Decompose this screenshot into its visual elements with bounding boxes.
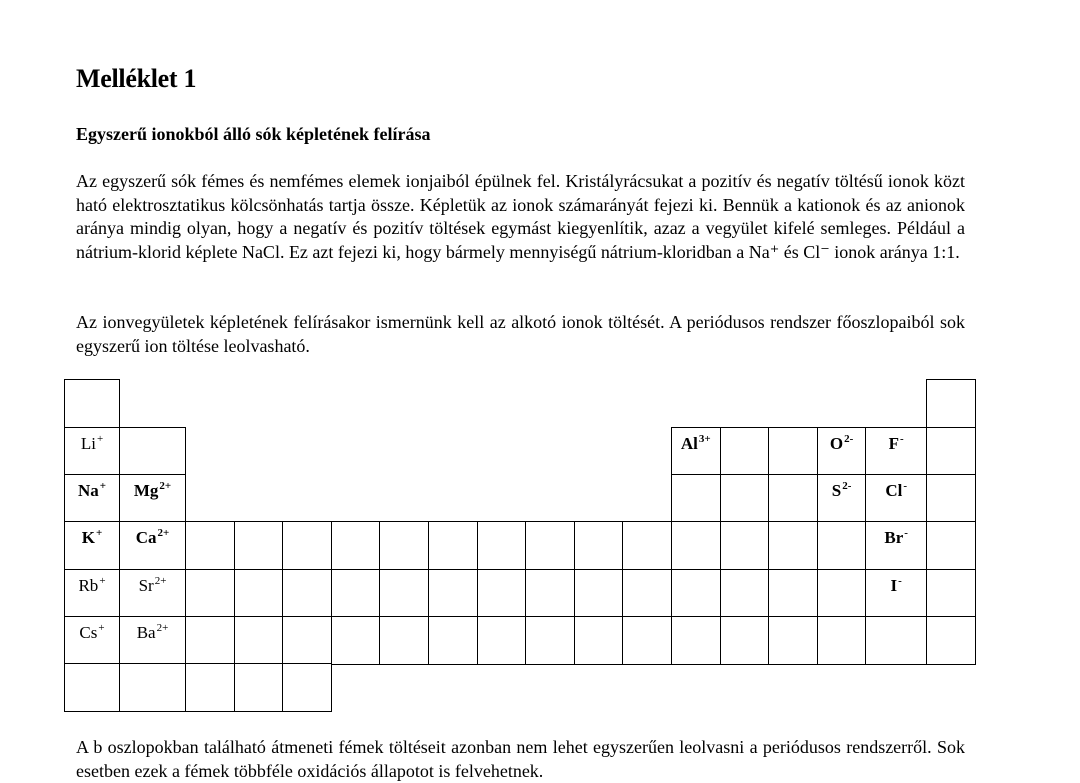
empty-cell bbox=[428, 569, 478, 618]
empty-cell bbox=[428, 521, 478, 570]
empty-cell bbox=[671, 616, 721, 665]
ion-label bbox=[866, 481, 926, 503]
ion-charge: - bbox=[904, 527, 908, 539]
empty-cell bbox=[331, 569, 381, 618]
ion-label bbox=[120, 528, 185, 550]
empty-cell bbox=[185, 616, 235, 665]
ion-cell-ca bbox=[119, 521, 186, 570]
page-title: Melléklet 1 bbox=[76, 64, 197, 93]
ion-charge: 2+ bbox=[156, 622, 169, 634]
ion-cell-i bbox=[865, 569, 927, 618]
empty-cell bbox=[865, 616, 927, 665]
empty-cell bbox=[379, 569, 429, 618]
ion-charge: - bbox=[900, 433, 904, 445]
ion-cell-sr bbox=[119, 569, 186, 618]
element-symbol: Ca bbox=[135, 528, 157, 547]
empty-cell bbox=[622, 569, 672, 618]
ion-cell-o bbox=[817, 427, 867, 476]
empty-cell bbox=[720, 427, 770, 476]
empty-cell bbox=[622, 616, 672, 665]
ion-charge: 2+ bbox=[157, 527, 170, 539]
ion-charge: + bbox=[98, 622, 105, 634]
ion-label bbox=[818, 434, 866, 456]
element-symbol: F bbox=[888, 434, 900, 453]
empty-cell bbox=[525, 616, 575, 665]
empty-cell bbox=[926, 521, 976, 570]
empty-cell bbox=[817, 616, 867, 665]
ion-charge: + bbox=[99, 575, 106, 587]
ion-charge-paragraph: Az ionvegyületek képletének felírásakor ismernünk kell az alkotó ionok töltését. A periódusos rendszer főoszlopaiból sok egyszerű ion töltése leolvasható. bbox=[76, 312, 965, 356]
empty-cell bbox=[234, 663, 284, 712]
section-title: Egyszerű ionokból álló sók képletének felírása bbox=[76, 124, 431, 144]
empty-cell bbox=[926, 616, 976, 665]
empty-cell bbox=[185, 569, 235, 618]
ion-label bbox=[120, 481, 185, 503]
empty-cell bbox=[525, 521, 575, 570]
empty-cell bbox=[720, 521, 770, 570]
empty-cell bbox=[525, 569, 575, 618]
element-symbol: Li bbox=[80, 434, 96, 453]
ion-label bbox=[65, 481, 119, 503]
element-symbol: S bbox=[831, 481, 842, 500]
ion-label bbox=[866, 576, 926, 598]
empty-cell bbox=[282, 569, 332, 618]
ion-label bbox=[120, 623, 185, 645]
ion-cell-ba bbox=[119, 616, 186, 665]
ion-label bbox=[120, 576, 185, 598]
empty-cell bbox=[720, 474, 770, 523]
empty-cell bbox=[185, 521, 235, 570]
empty-cell bbox=[477, 521, 527, 570]
empty-cell bbox=[817, 569, 867, 618]
ion-label bbox=[866, 528, 926, 550]
empty-cell bbox=[185, 663, 235, 712]
empty-cell bbox=[768, 521, 818, 570]
ion-label bbox=[672, 434, 720, 456]
empty-cell bbox=[379, 616, 429, 665]
ion-cell-f bbox=[865, 427, 927, 476]
empty-cell bbox=[926, 474, 976, 523]
empty-cell bbox=[926, 379, 976, 428]
empty-cell bbox=[234, 616, 284, 665]
ion-charge: - bbox=[903, 480, 908, 492]
ion-charge: + bbox=[95, 527, 103, 539]
ion-label bbox=[818, 481, 866, 503]
ion-cell-cl bbox=[865, 474, 927, 523]
ion-cell-br bbox=[865, 521, 927, 570]
empty-cell bbox=[282, 521, 332, 570]
empty-cell bbox=[720, 616, 770, 665]
ion-charge: 2- bbox=[842, 480, 852, 492]
empty-cell bbox=[477, 616, 527, 665]
empty-cell bbox=[720, 569, 770, 618]
empty-cell bbox=[282, 663, 332, 712]
element-symbol: Al bbox=[680, 434, 698, 453]
empty-cell bbox=[768, 569, 818, 618]
empty-cell bbox=[817, 521, 867, 570]
empty-cell bbox=[768, 474, 818, 523]
ion-label bbox=[65, 623, 119, 645]
empty-cell bbox=[234, 521, 284, 570]
element-symbol: Br bbox=[884, 528, 904, 547]
empty-cell bbox=[671, 569, 721, 618]
ion-cell-mg bbox=[119, 474, 186, 523]
ion-label bbox=[866, 434, 926, 456]
ion-cell-k bbox=[64, 521, 120, 570]
ion-cell-s bbox=[817, 474, 867, 523]
empty-cell bbox=[379, 521, 429, 570]
empty-cell bbox=[768, 427, 818, 476]
ion-cell-cs bbox=[64, 616, 120, 665]
empty-cell bbox=[574, 569, 624, 618]
empty-cell bbox=[234, 569, 284, 618]
ion-charge: + bbox=[96, 433, 104, 445]
empty-cell bbox=[428, 616, 478, 665]
ion-cell-na bbox=[64, 474, 120, 523]
ion-charge: + bbox=[99, 480, 107, 492]
element-symbol: Cl bbox=[885, 481, 903, 500]
empty-cell bbox=[331, 521, 381, 570]
empty-cell bbox=[671, 521, 721, 570]
element-symbol: O bbox=[829, 434, 844, 453]
empty-cell bbox=[768, 616, 818, 665]
intro-paragraph: Az egyszerű sók fémes és nemfémes elemek ionjaiból épülnek fel. Kristályrácsukat a pozitív és negatív töltésű ionok közt ható elektrosztatikus kölcsönhatás tartja össze. Képletük az ionok számarányát fejezi ki. Bennük a kationok és az anionok aránya mindig olyan, hogy a negatív és pozitív töltések egymást kiegyenlítik, azaz a vegyület kifelé semleges. Például a nátrium-klorid képlete NaCl. Ez azt fejezi ki, hogy bármely mennyiségű nátrium-kloridban a Na⁺ és Cl⁻ ionok aránya 1:1. bbox=[76, 171, 965, 262]
element-symbol: Cs bbox=[79, 623, 98, 642]
ion-charge: 2+ bbox=[154, 575, 167, 587]
empty-cell bbox=[119, 663, 186, 712]
element-symbol: K bbox=[81, 528, 95, 547]
empty-cell bbox=[331, 616, 381, 665]
empty-cell bbox=[64, 663, 120, 712]
empty-cell bbox=[574, 521, 624, 570]
element-symbol: Ba bbox=[136, 623, 156, 642]
ion-charge: - bbox=[898, 575, 902, 587]
empty-cell bbox=[574, 616, 624, 665]
element-symbol: Na bbox=[77, 481, 99, 500]
element-symbol: Sr bbox=[138, 576, 154, 595]
element-symbol: Mg bbox=[133, 481, 159, 500]
empty-cell bbox=[282, 616, 332, 665]
ion-charge: 2+ bbox=[159, 480, 172, 492]
ion-label bbox=[65, 434, 119, 456]
empty-cell bbox=[671, 474, 721, 523]
ion-label bbox=[65, 528, 119, 550]
empty-cell bbox=[622, 521, 672, 570]
element-symbol: I bbox=[890, 576, 898, 595]
ion-cell-rb bbox=[64, 569, 120, 618]
empty-cell bbox=[119, 427, 186, 476]
empty-cell bbox=[926, 569, 976, 618]
ion-cell-li bbox=[64, 427, 120, 476]
ion-label bbox=[65, 576, 119, 598]
ion-cell-al bbox=[671, 427, 721, 476]
empty-cell bbox=[477, 569, 527, 618]
transition-metals-paragraph: A b oszlopokban található átmeneti fémek töltéseit azonban nem lehet egyszerűen leolvasni a periódusos rendszerről. Sok esetben ezek a fémek többféle oxidációs állapotot is felvehetnek. bbox=[76, 737, 965, 781]
ion-charge: 3+ bbox=[698, 433, 711, 445]
ion-charge: 2- bbox=[844, 433, 854, 445]
empty-cell bbox=[926, 427, 976, 476]
element-symbol: Rb bbox=[78, 576, 99, 595]
empty-cell bbox=[64, 379, 120, 428]
